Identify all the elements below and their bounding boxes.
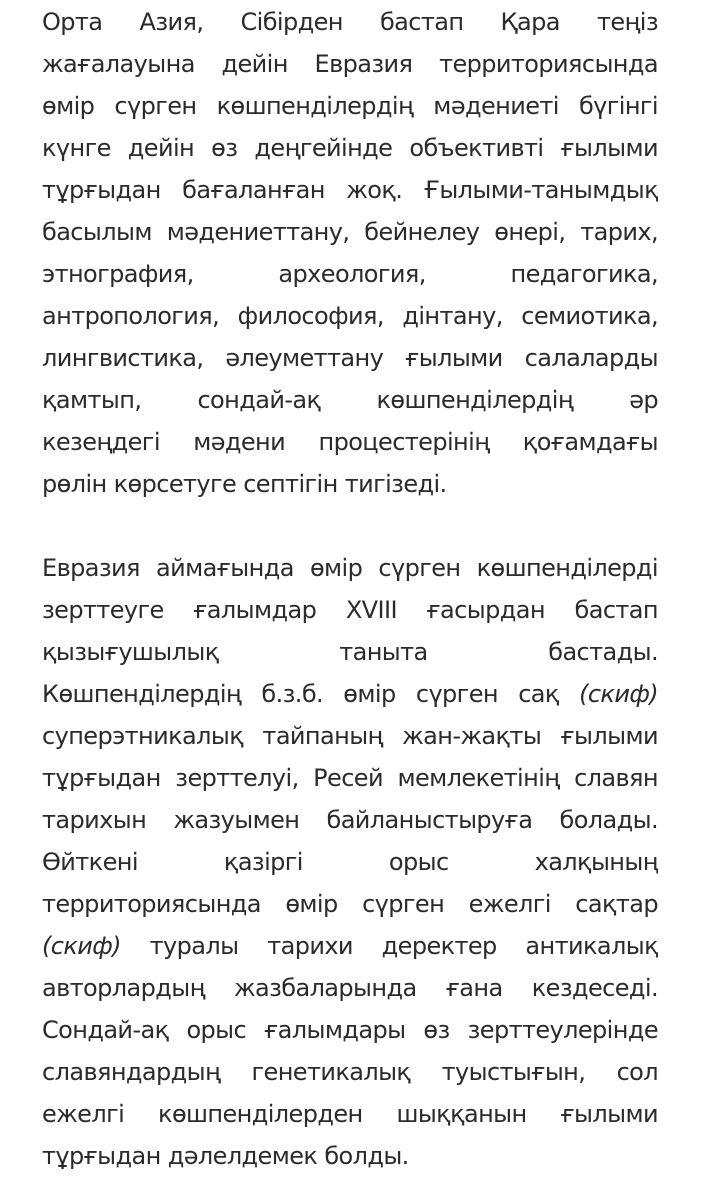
text-line [42,169,658,211]
text-segment: этнография, археология, педагогика, [42,260,658,288]
text-line [42,925,658,967]
text-line [42,1135,658,1177]
text-segment: ежелгі көшпенділерден шыққанын ғылыми [42,1100,658,1128]
text-line [42,967,658,1009]
text-line [42,379,658,421]
text-line [42,631,658,673]
text-line [42,463,658,505]
text-line [42,1093,658,1135]
text-segment: зерттеуге ғалымдар XVIII ғасырдан бастап [42,596,658,624]
text-segment: Орта Азия, Сібірден бастап Қара теңіз [42,8,658,36]
text-segment: тарихын жазуымен байланыстыруға болады. [42,806,658,834]
paragraph-1 [42,1,658,505]
text-line [42,799,658,841]
text-line [42,295,658,337]
text-line [42,841,658,883]
text-segment: рөлін көрсетуге септігін тигізеді. [42,470,447,498]
text-line [42,337,658,379]
text-line [42,673,658,715]
text-segment: Өйткені қазіргі орыс халқының [42,848,658,876]
paragraph-2 [42,547,658,1177]
text-segment: Евразия аймағында өмір сүрген көшпенділерді [42,554,658,582]
text-line [42,547,658,589]
text-segment: славяндардың генетикалық туыстығын, сол [42,1058,658,1086]
article-body [42,0,658,1177]
text-line [42,211,658,253]
text-segment: тұрғыдан бағаланған жоқ. Ғылыми-танымдық [42,176,658,204]
paragraph-gap [42,505,658,547]
text-line [42,253,658,295]
text-line [42,85,658,127]
text-line [42,1051,658,1093]
text-segment: қамтып, сондай-ақ көшпенділердің әр [42,386,658,414]
text-segment: кезеңдегі мәдени процестерінің қоғамдағы [42,428,658,456]
text-line [42,715,658,757]
italic-text-segment: (скиф) [42,932,121,960]
text-line [42,43,658,85]
text-line [42,421,658,463]
text-line [42,1009,658,1051]
text-segment: Сондай-ақ орыс ғалымдары өз зерттеулерінде [42,1016,658,1044]
text-line [42,757,658,799]
text-segment: тұрғыдан дәлелдемек болды. [42,1142,409,1170]
text-segment: басылым мәдениеттану, бейнелеу өнері, тарих, [42,218,658,246]
text-segment: туралы тарихи деректер антикалық [120,932,658,960]
text-segment: қызығушылық таныта бастады. [42,638,658,666]
text-segment: күнге дейін өз деңгейінде объективті ғылыми [42,134,658,162]
text-segment: территориясында өмір сүрген ежелгі сақтар [42,890,658,918]
text-segment: өмір сүрген көшпенділердің мәдениеті бүгінгі [42,92,658,120]
text-line [42,1,658,43]
text-segment: лингвистика, әлеуметтану ғылыми салаларды [42,344,658,372]
text-segment: суперэтникалық тайпаның жан-жақты ғылыми [42,722,658,750]
text-segment: антропология, философия, дінтану, семиотика, [42,302,658,330]
text-segment: жағалауына дейін Евразия территориясында [42,50,658,78]
text-segment: авторлардың жазбаларында ғана кездеседі. [42,974,658,1002]
italic-text-segment: (скиф) [579,680,658,708]
text-segment: Көшпенділердің б.з.б. өмір сүрген сақ [42,680,580,708]
text-line [42,127,658,169]
text-line [42,589,658,631]
text-segment: тұрғыдан зерттелуі, Ресей мемлекетінің славян [42,764,658,792]
text-line [42,883,658,925]
